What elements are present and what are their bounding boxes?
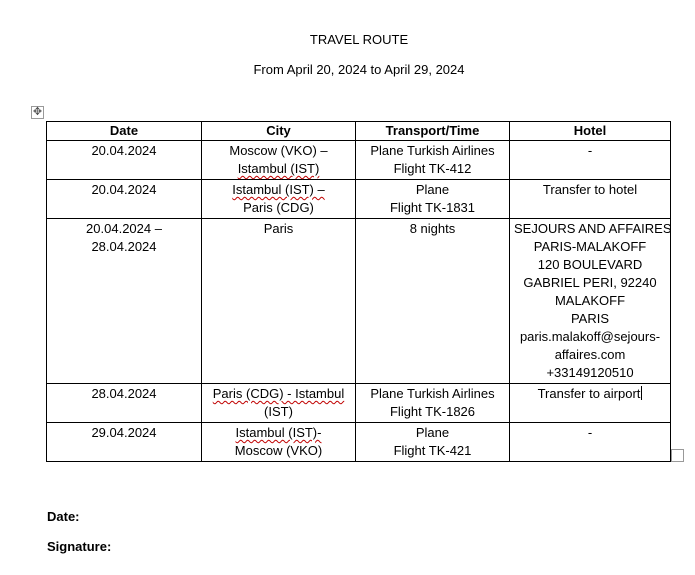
hotel-text: GABRIEL PERI, 92240 [523,275,657,290]
city-text: Moscow (VKO) – [229,143,328,158]
transport-text: Plane [415,425,450,440]
date-cell[interactable] [47,423,202,462]
city-text: Paris [263,221,294,236]
date-text: 20.04.2024 [91,143,157,158]
table-row [47,141,671,180]
transport-cell[interactable] [356,423,510,462]
transport-text: Flight TK-1826 [389,404,476,419]
hotel-text: - [587,425,593,440]
table-header-row [47,122,671,141]
transport-text: Flight TK-412 [393,161,472,176]
transport-text: Plane Turkish Airlines [370,143,495,158]
hotel-text: +33149120510 [546,365,634,380]
table-row [47,423,671,462]
hotel-text: PARIS-MALAKOFF [533,239,647,254]
transport-cell[interactable] [356,141,510,180]
city-text: (IST) [264,404,293,419]
hotel-text-with-caret [514,385,666,403]
date-text: 28.04.2024 [91,239,157,254]
travel-route-table [46,121,671,462]
hotel-cell[interactable] [510,384,671,423]
transport-text: Flight TK-421 [393,443,472,458]
city-text: Paris (CDG) [243,200,314,215]
signature-label: Signature: [47,539,112,554]
city-cell[interactable] [202,180,356,219]
city-cell[interactable] [202,141,356,180]
hotel-text: paris.malakoff@sejours- [519,329,661,344]
date-label: Date: [47,509,80,524]
hotel-text: Transfer to airport [537,386,641,401]
city-text: Istambul (IST)- [235,425,322,440]
hotel-text: 120 BOULEVARD [537,257,643,272]
transport-text: Plane [415,182,450,197]
header-city: City [202,122,356,141]
header-hotel: Hotel [510,122,671,141]
city-cell[interactable] [202,219,356,384]
header-transport-time: Transport/Time [356,122,510,141]
city-text: Paris (CDG) - Istambul [212,386,345,401]
hotel-cell[interactable] [510,141,671,180]
hotel-text: SEJOURS AND AFFAIRES [514,221,672,236]
date-cell[interactable] [47,141,202,180]
hotel-cell[interactable] [510,180,671,219]
city-text: Istambul (IST) – [232,182,325,197]
hotel-text: PARIS [570,311,610,326]
table-row [47,180,671,219]
date-cell[interactable] [47,384,202,423]
city-text: Istambul (IST) [237,161,320,176]
transport-text: Plane Turkish Airlines [370,386,495,401]
hotel-text: affaires.com [554,347,626,362]
hotel-cell[interactable] [510,219,671,384]
table-row [47,219,671,384]
document-title: TRAVEL ROUTE [309,32,409,47]
table-row [47,384,671,423]
table-move-handle-icon[interactable]: ✥ [32,106,43,118]
transport-text: 8 nights [409,221,456,236]
hotel-text: - [587,143,593,158]
city-text: Moscow (VKO) [234,443,323,458]
transport-cell[interactable] [356,180,510,219]
date-text: 20.04.2024 [91,182,157,197]
city-cell[interactable] [202,423,356,462]
hotel-cell[interactable] [510,423,671,462]
transport-cell[interactable] [356,384,510,423]
text-caret [641,386,642,400]
header-date: Date [47,122,202,141]
date-cell[interactable] [47,219,202,384]
transport-text: Flight TK-1831 [389,200,476,215]
hotel-text: Transfer to hotel [542,182,638,197]
hotel-text: MALAKOFF [554,293,626,308]
table-resize-handle-icon[interactable] [671,449,684,462]
date-text: 29.04.2024 [91,425,157,440]
date-cell[interactable] [47,180,202,219]
date-text: 20.04.2024 – [86,221,162,236]
date-text: 28.04.2024 [91,386,157,401]
city-cell[interactable] [202,384,356,423]
transport-cell[interactable] [356,219,510,384]
document-subtitle: From April 20, 2024 to April 29, 2024 [253,62,465,77]
